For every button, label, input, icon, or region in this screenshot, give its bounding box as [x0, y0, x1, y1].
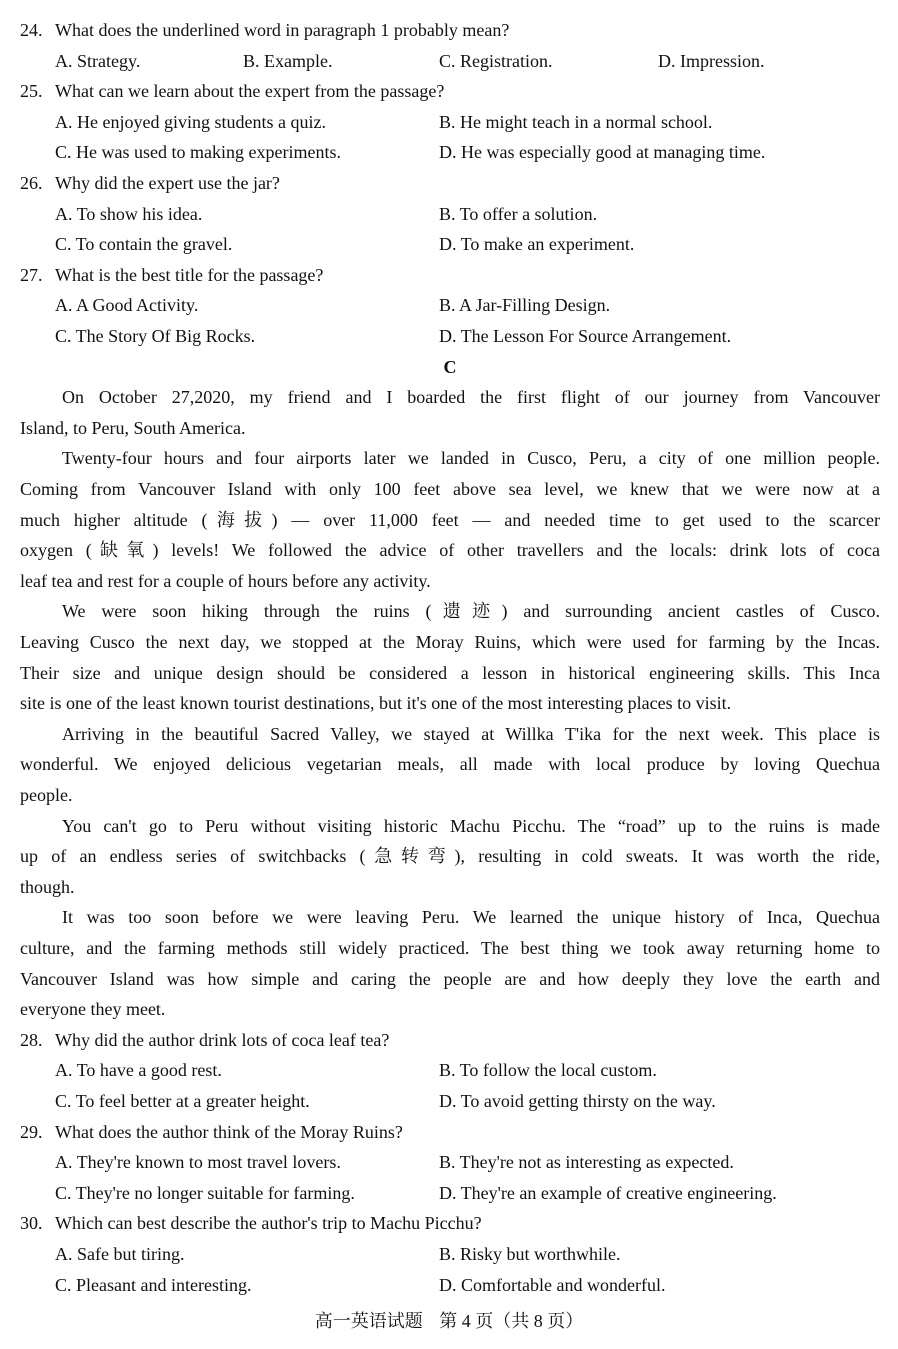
question-24	[20, 15, 880, 46]
passage-line: You can't go to Peru without visiting historic Machu Picchu. The “road” up to the ruins is made	[62, 815, 880, 836]
passage-line: Twenty-four hours and four airports later we landed in Cusco, Peru, a city of one million people.	[62, 448, 880, 469]
option-c[interactable]: C. The Story Of Big Rocks.	[55, 326, 256, 346]
question-stem: Why did the expert use the jar?	[55, 173, 280, 193]
passage-line: people.	[20, 785, 73, 805]
question-26-options-row1	[20, 199, 880, 230]
option-a[interactable]: A. He enjoyed giving students a quiz.	[55, 111, 326, 132]
question-25-options-row2	[20, 137, 880, 168]
passage-line: On October 27,2020, my friend and I boarded the first flight of our journey from Vancouver	[62, 387, 880, 408]
passage-line: site is one of the least known tourist destinations, but it's one of the most interesting places to visit.	[20, 693, 732, 714]
option-c[interactable]: C. He was used to making experiments.	[55, 142, 341, 163]
section-label: C	[443, 356, 457, 377]
passage-line: It was too soon before we were leaving Peru. We learned the unique history of Inca, Quechua	[62, 907, 880, 928]
option-b[interactable]: B. To offer a solution.	[439, 203, 598, 224]
option-b[interactable]: B. To follow the local custom.	[439, 1060, 657, 1081]
question-27	[20, 260, 880, 291]
question-26-options-row2	[20, 229, 880, 260]
question-number: 28.	[20, 1029, 43, 1050]
passage-line: everyone they meet.	[20, 999, 166, 1020]
question-28	[20, 1025, 880, 1056]
passage-line: though.	[20, 876, 75, 897]
question-25-options-row1	[20, 107, 880, 138]
option-a[interactable]: A. A Good Activity.	[55, 295, 199, 316]
question-number: 26.	[20, 173, 43, 193]
passage-line: leaf tea and rest for a couple of hours before any activity.	[20, 570, 431, 591]
passage-line: culture, and the farming methods still widely practiced. The best thing we took away returning home to	[20, 938, 880, 958]
question-number: 30.	[20, 1213, 43, 1234]
question-number: 25.	[20, 81, 43, 102]
option-c[interactable]: C. To feel better at a greater height.	[55, 1091, 310, 1111]
question-stem: What can we learn about the expert from the passage?	[55, 81, 445, 102]
page-number: 第 4 页（共 8 页）	[439, 1311, 584, 1331]
option-d[interactable]: D. He was especially good at managing time.	[439, 142, 766, 163]
option-b[interactable]: B. They're not as interesting as expected.	[439, 1152, 734, 1173]
option-d[interactable]: D. To make an experiment.	[439, 234, 635, 255]
option-b[interactable]: B. He might teach in a normal school.	[439, 111, 713, 132]
passage-line: Vancouver Island was how simple and caring the people are and how deeply they love the earth and	[20, 968, 880, 989]
question-26	[20, 168, 880, 199]
passage-line: up of an endless series of switchbacks (急转弯), resulting in cold sweats. It was worth the ride,	[20, 846, 880, 867]
passage-line: Island, to Peru, South America.	[20, 417, 246, 438]
passage-line: oxygen (缺氧) levels! We followed the advice of other travellers and the locals: drink lots of coca	[20, 540, 880, 561]
option-b[interactable]: B. Risky but worthwhile.	[439, 1244, 621, 1264]
question-stem: Which can best describe the author's trip to Machu Picchu?	[55, 1213, 482, 1234]
question-29	[20, 1117, 880, 1148]
question-30-options-row1	[20, 1239, 880, 1270]
passage-line: wonderful. We enjoyed delicious vegetarian meals, all made with local produce by loving Quechua	[20, 754, 880, 775]
option-c[interactable]: C. To contain the gravel.	[55, 234, 233, 255]
question-25	[20, 76, 880, 107]
option-c[interactable]: C. Pleasant and interesting.	[55, 1274, 252, 1295]
question-number: 27.	[20, 264, 43, 285]
option-a[interactable]: A. Safe but tiring.	[55, 1244, 185, 1264]
option-d[interactable]: D. Impression.	[658, 50, 765, 71]
question-stem: What is the best title for the passage?	[55, 264, 324, 285]
option-a[interactable]: A. They're known to most travel lovers.	[55, 1152, 341, 1173]
question-29-options-row2	[20, 1178, 880, 1209]
option-c[interactable]: C. They're no longer suitable for farming.	[55, 1182, 355, 1203]
question-28-options-row2	[20, 1086, 880, 1117]
question-29-options-row1	[20, 1147, 880, 1178]
exam-title: 高一英语试题	[314, 1311, 423, 1331]
passage-line: Leaving Cusco the next day, we stopped at the Moray Ruins, which were used for farming by the Incas.	[20, 632, 880, 652]
question-24-options	[20, 46, 880, 77]
question-stem: Why did the author drink lots of coca leaf tea?	[55, 1029, 390, 1050]
question-stem: What does the author think of the Moray Ruins?	[55, 1121, 403, 1142]
question-27-options-row2	[20, 321, 880, 352]
passage-line: much higher altitude (海拔) — over 11,000 feet — and needed time to get used to the scarcer	[20, 509, 880, 530]
option-a[interactable]: A. To have a good rest.	[55, 1060, 222, 1081]
option-d[interactable]: D. The Lesson For Source Arrangement.	[439, 326, 732, 346]
question-stem: What does the underlined word in paragraph 1 probably mean?	[55, 20, 510, 40]
option-d[interactable]: D. They're an example of creative engineering.	[439, 1182, 777, 1203]
question-number: 24.	[20, 20, 43, 40]
option-d[interactable]: D. To avoid getting thirsty on the way.	[439, 1091, 716, 1111]
question-27-options-row1	[20, 290, 880, 321]
option-c[interactable]: C. Registration.	[439, 50, 553, 71]
option-b[interactable]: B. A Jar-Filling Design.	[439, 295, 611, 316]
option-d[interactable]: D. Comfortable and wonderful.	[439, 1274, 666, 1295]
option-a[interactable]: A. Strategy.	[55, 50, 141, 71]
passage-line: We were soon hiking through the ruins (遗迹) and surrounding ancient castles of Cusco.	[62, 601, 880, 622]
passage-line: Their size and unique design should be considered a lesson in historical engineering skills. This Inca	[20, 662, 880, 683]
question-30	[20, 1208, 880, 1239]
question-28-options-row1	[20, 1055, 880, 1086]
page-footer	[0, 1306, 898, 1336]
option-b[interactable]: B. Example.	[243, 50, 333, 71]
passage-line: Coming from Vancouver Island with only 100 feet above sea level, we knew that we were now at a	[20, 479, 880, 499]
question-30-options-row2	[20, 1270, 880, 1301]
question-number: 29.	[20, 1121, 43, 1142]
option-a[interactable]: A. To show his idea.	[55, 203, 203, 224]
passage-line: Arriving in the beautiful Sacred Valley, we stayed at Willka T'ika for the next week. This place is	[62, 723, 880, 744]
